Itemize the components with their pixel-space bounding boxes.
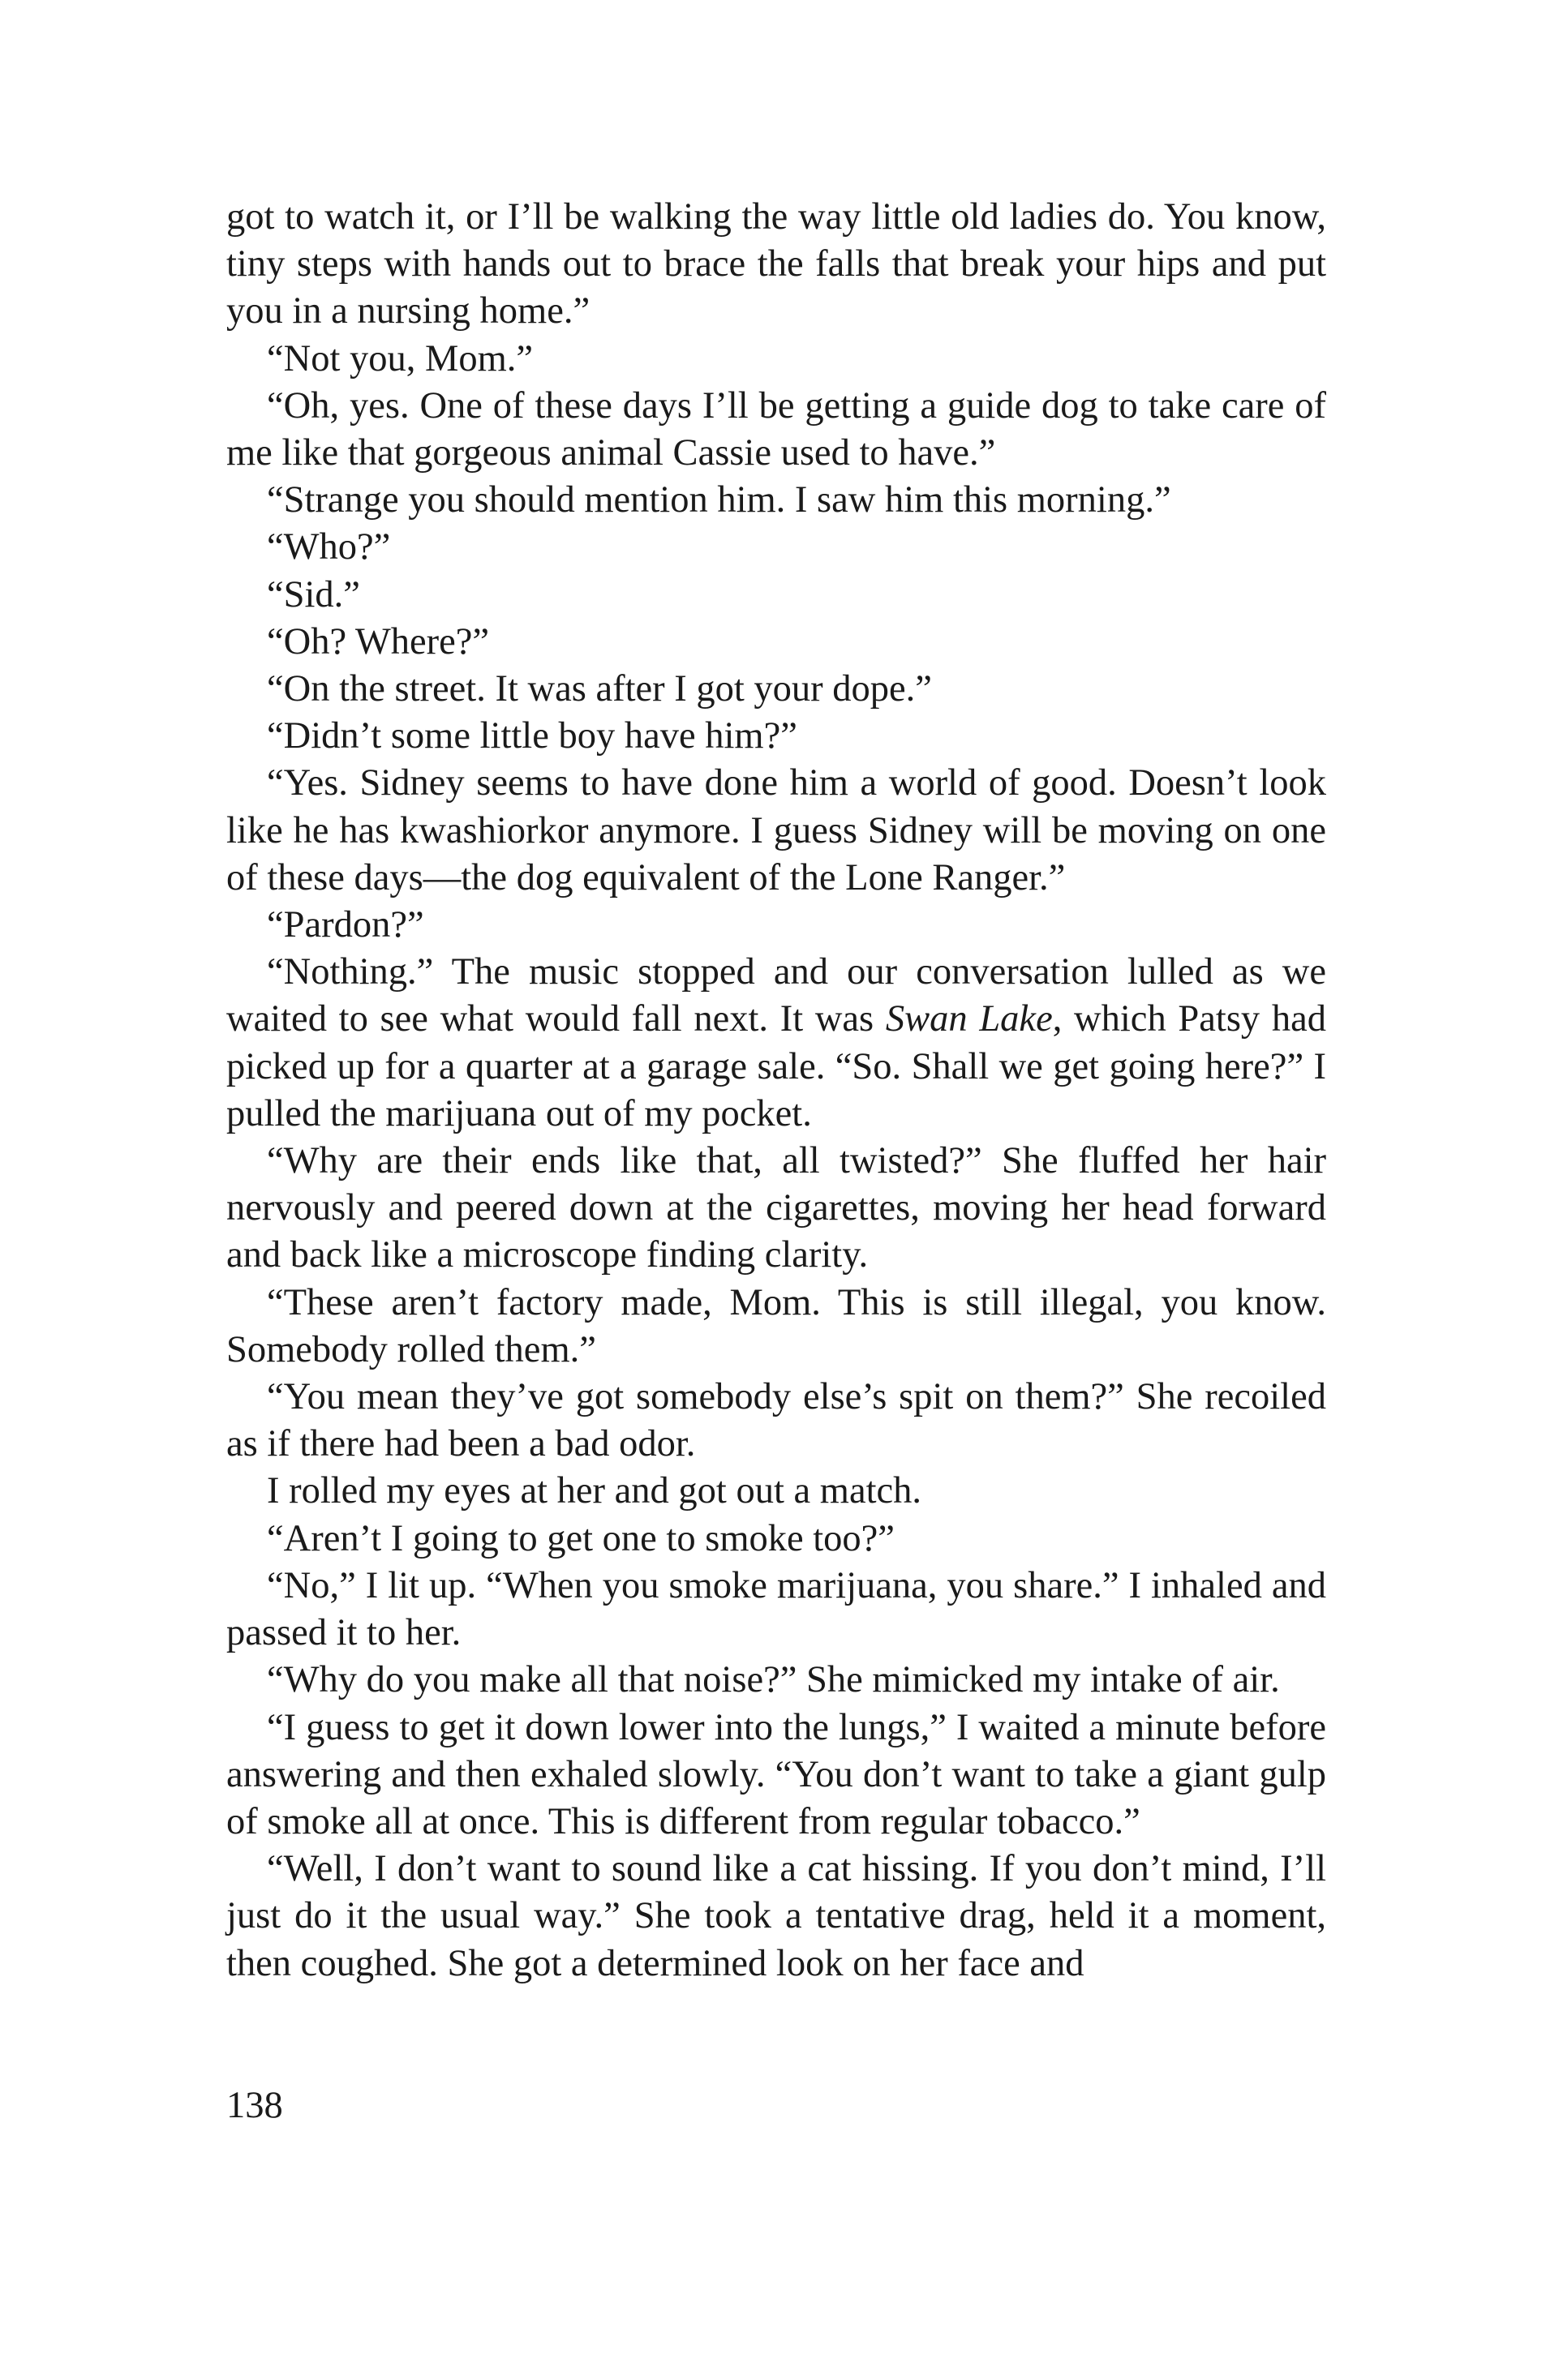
paragraph: “Who?” (267, 526, 391, 568)
body-text (226, 194, 1326, 1988)
paragraph: “Well, I don’t want to sound like a cat hissing. If you don’t mind, I’ll just do it the usual way.” She took a tentative drag, held it a moment, then coughed. She got a determined look on her face and (226, 1848, 1326, 1984)
paragraph: “Didn’t some little boy have him?” (267, 715, 797, 757)
paragraph: “Strange you should mention him. I saw him this morning.” (267, 479, 1171, 521)
paragraph: “No,” I lit up. “When you smoke marijuana, you share.” I inhaled and passed it to her. (226, 1564, 1326, 1654)
paragraph: “Sid.” (267, 573, 360, 615)
paragraph: “On the street. It was after I got your dope.” (267, 668, 932, 710)
paragraph: “Why are their ends like that, all twisted?” She fluffed her hair nervously and peered down at the cigarettes, moving her head forward and back like a microscope finding clarity. (226, 1140, 1326, 1276)
paragraph: “Why do you make all that noise?” She mimicked my intake of air. (267, 1659, 1280, 1701)
paragraph-text-before: “Nothing.” The music stopped and our conversation lulled as we waited to see what would fall next. It was (226, 951, 1326, 1040)
paragraph: “Oh? Where?” (267, 620, 490, 663)
paragraph: “I guess to get it down lower into the lungs,” I waited a minute before answering and then exhaled slowly. “You don’t want to take a giant gulp of smoke all at once. This is different from regular tobacco.” (226, 1706, 1326, 1842)
paragraph: “Oh, yes. One of these days I’ll be getting a guide dog to take care of me like that gorgeous animal Cassie used to have.” (226, 384, 1326, 474)
book-title-swan-lake: Swan Lake (885, 998, 1053, 1040)
paragraph: “Yes. Sidney seems to have done him a world of good. Doesn’t look like he has kwashiorkor anymore. I guess Sidney will be moving on one of these days—the dog equivalent of the Lone Ranger.” (226, 762, 1326, 898)
paragraph: “You mean they’ve got somebody else’s spit on them?” She recoiled as if there had been a bad odor. (226, 1376, 1326, 1465)
paragraph-text-after: , which Patsy had picked up for a quarter at a garage sale. “So. Shall we get going here?” I pulled the marijuana out of my pocket. (226, 998, 1327, 1134)
paragraph: “Pardon?” (267, 904, 424, 946)
paragraph: I rolled my eyes at her and got out a match. (267, 1470, 922, 1512)
paragraph: got to watch it, or I’ll be walking the way little old ladies do. You know, tiny steps with hands out to brace the falls that break your hips and put you in a nursing home.” (226, 196, 1326, 332)
paragraph: “Aren’t I going to get one to smoke too?” (267, 1517, 895, 1559)
page-number: 138 (226, 2085, 283, 2126)
paragraph: “Not you, Mom.” (267, 337, 534, 380)
paragraph: “These aren’t factory made, Mom. This is still illegal, you know. Somebody rolled them.” (226, 1281, 1326, 1370)
paragraph (226, 949, 1326, 1138)
